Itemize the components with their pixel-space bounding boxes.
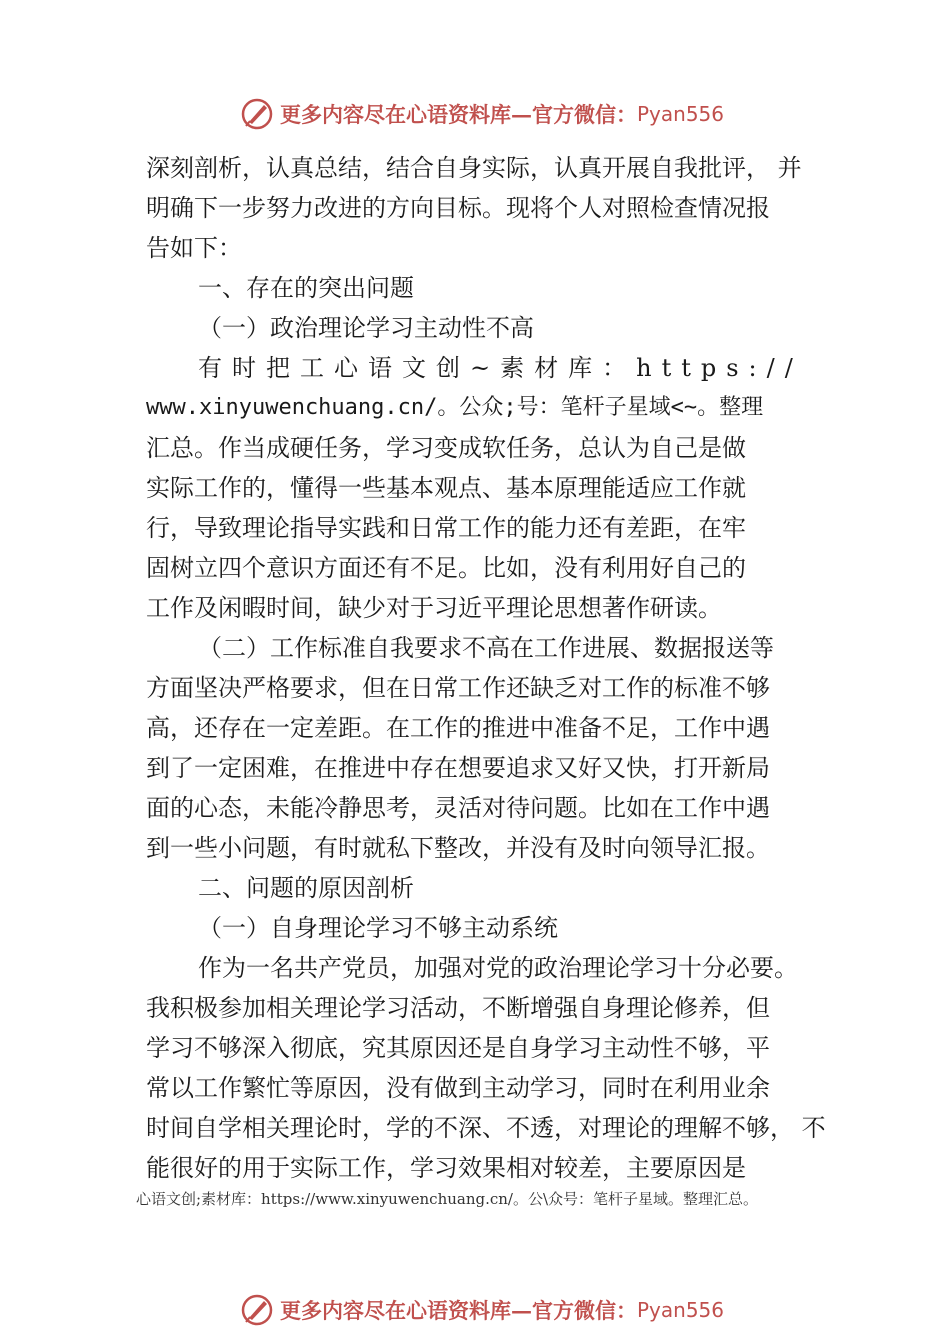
subsection-heading: （一）自身理论学习不够主动系统 [198, 914, 558, 942]
quill-logo-icon [240, 1293, 274, 1327]
document-body [146, 148, 826, 1188]
banner-separator: —官方微信： [511, 1298, 637, 1323]
watermark-footnote: 心语文创;素材库：https://www.xinyuwenchuang.cn/。公\众号：笔杆子星域。整理汇总。 [136, 1190, 759, 1208]
body-line: 作为一名共产党员，加强对党的政治理论学习十分必要。 [198, 954, 798, 982]
body-line: 常以工作繁忙等原因，没有做到主动学习，同时在利用业余 [146, 1074, 770, 1102]
body-line: 面的心态，未能冷静思考，灵活对待问题。比如在工作中遇 [146, 794, 770, 822]
section-heading: 一、存在的突出问题 [198, 274, 414, 302]
body-line: 明确下一步努力改进的方向目标。现将个人对照检查情况报 [146, 194, 770, 222]
body-line: 告如下： [146, 234, 242, 262]
header-banner [240, 94, 740, 134]
body-line: 深刻剖析，认真总结，结合自身实际，认真开展自我批评， 并 [146, 154, 802, 182]
body-line: 行，导致理论指导实践和日常工作的能力还有差距，在牢 [146, 514, 746, 542]
banner-title: 更多内容尽在心语资料库 [280, 102, 511, 127]
body-line: 能很好的用于实际工作，学习效果相对较差，主要原因是 [146, 1154, 746, 1182]
banner-wechat-id: Pyan556 [637, 102, 725, 126]
quill-logo-icon [240, 97, 274, 131]
banner-wechat-id: Pyan556 [637, 1298, 725, 1322]
body-line: 时间自学相关理论时，学的不深、不透，对理论的理解不够， 不 [146, 1114, 826, 1142]
body-line: 工作及闲暇时间，缺少对于习近平理论思想著作研读。 [146, 594, 722, 622]
footer-banner [240, 1290, 740, 1330]
body-line: 方面坚决严格要求，但在日常工作还缺乏对工作的标准不够 [146, 674, 770, 702]
body-line: 我积极参加相关理论学习活动，不断增强自身理论修养，但 [146, 994, 770, 1022]
body-line: www.xinyuwenchuang.cn/。公众;号：笔杆子星域<~。整理 [146, 395, 764, 420]
banner-title: 更多内容尽在心语资料库 [280, 1298, 511, 1323]
banner-separator: —官方微信： [511, 102, 637, 127]
body-line: 学习不够深入彻底，究其原因还是自身学习主动性不够，平 [146, 1034, 770, 1062]
subsection-heading: （一）政治理论学习主动性不高 [198, 314, 534, 342]
body-line: 实际工作的，懂得一些基本观点、基本原理能适应工作就 [146, 474, 746, 502]
body-line: 汇总。作当成硬任务，学习变成软任务，总认为自己是做 [146, 434, 746, 462]
body-line: 高，还存在一定差距。在工作的推进中准备不足，工作中遇 [146, 714, 770, 742]
body-line: 有时把工心语文创~素材库：https:// [198, 354, 803, 382]
body-line: 到了一定困难，在推进中存在想要追求又好又快，打开新局 [146, 754, 770, 782]
body-line: 到一些小问题，有时就私下整改，并没有及时向领导汇报。 [146, 834, 770, 862]
section-heading: 二、问题的原因剖析 [198, 874, 414, 902]
subsection-heading: （二）工作标准自我要求不高在工作进展、数据报送等 [198, 634, 774, 662]
body-line: 固树立四个意识方面还有不足。比如，没有利用好自己的 [146, 554, 746, 582]
